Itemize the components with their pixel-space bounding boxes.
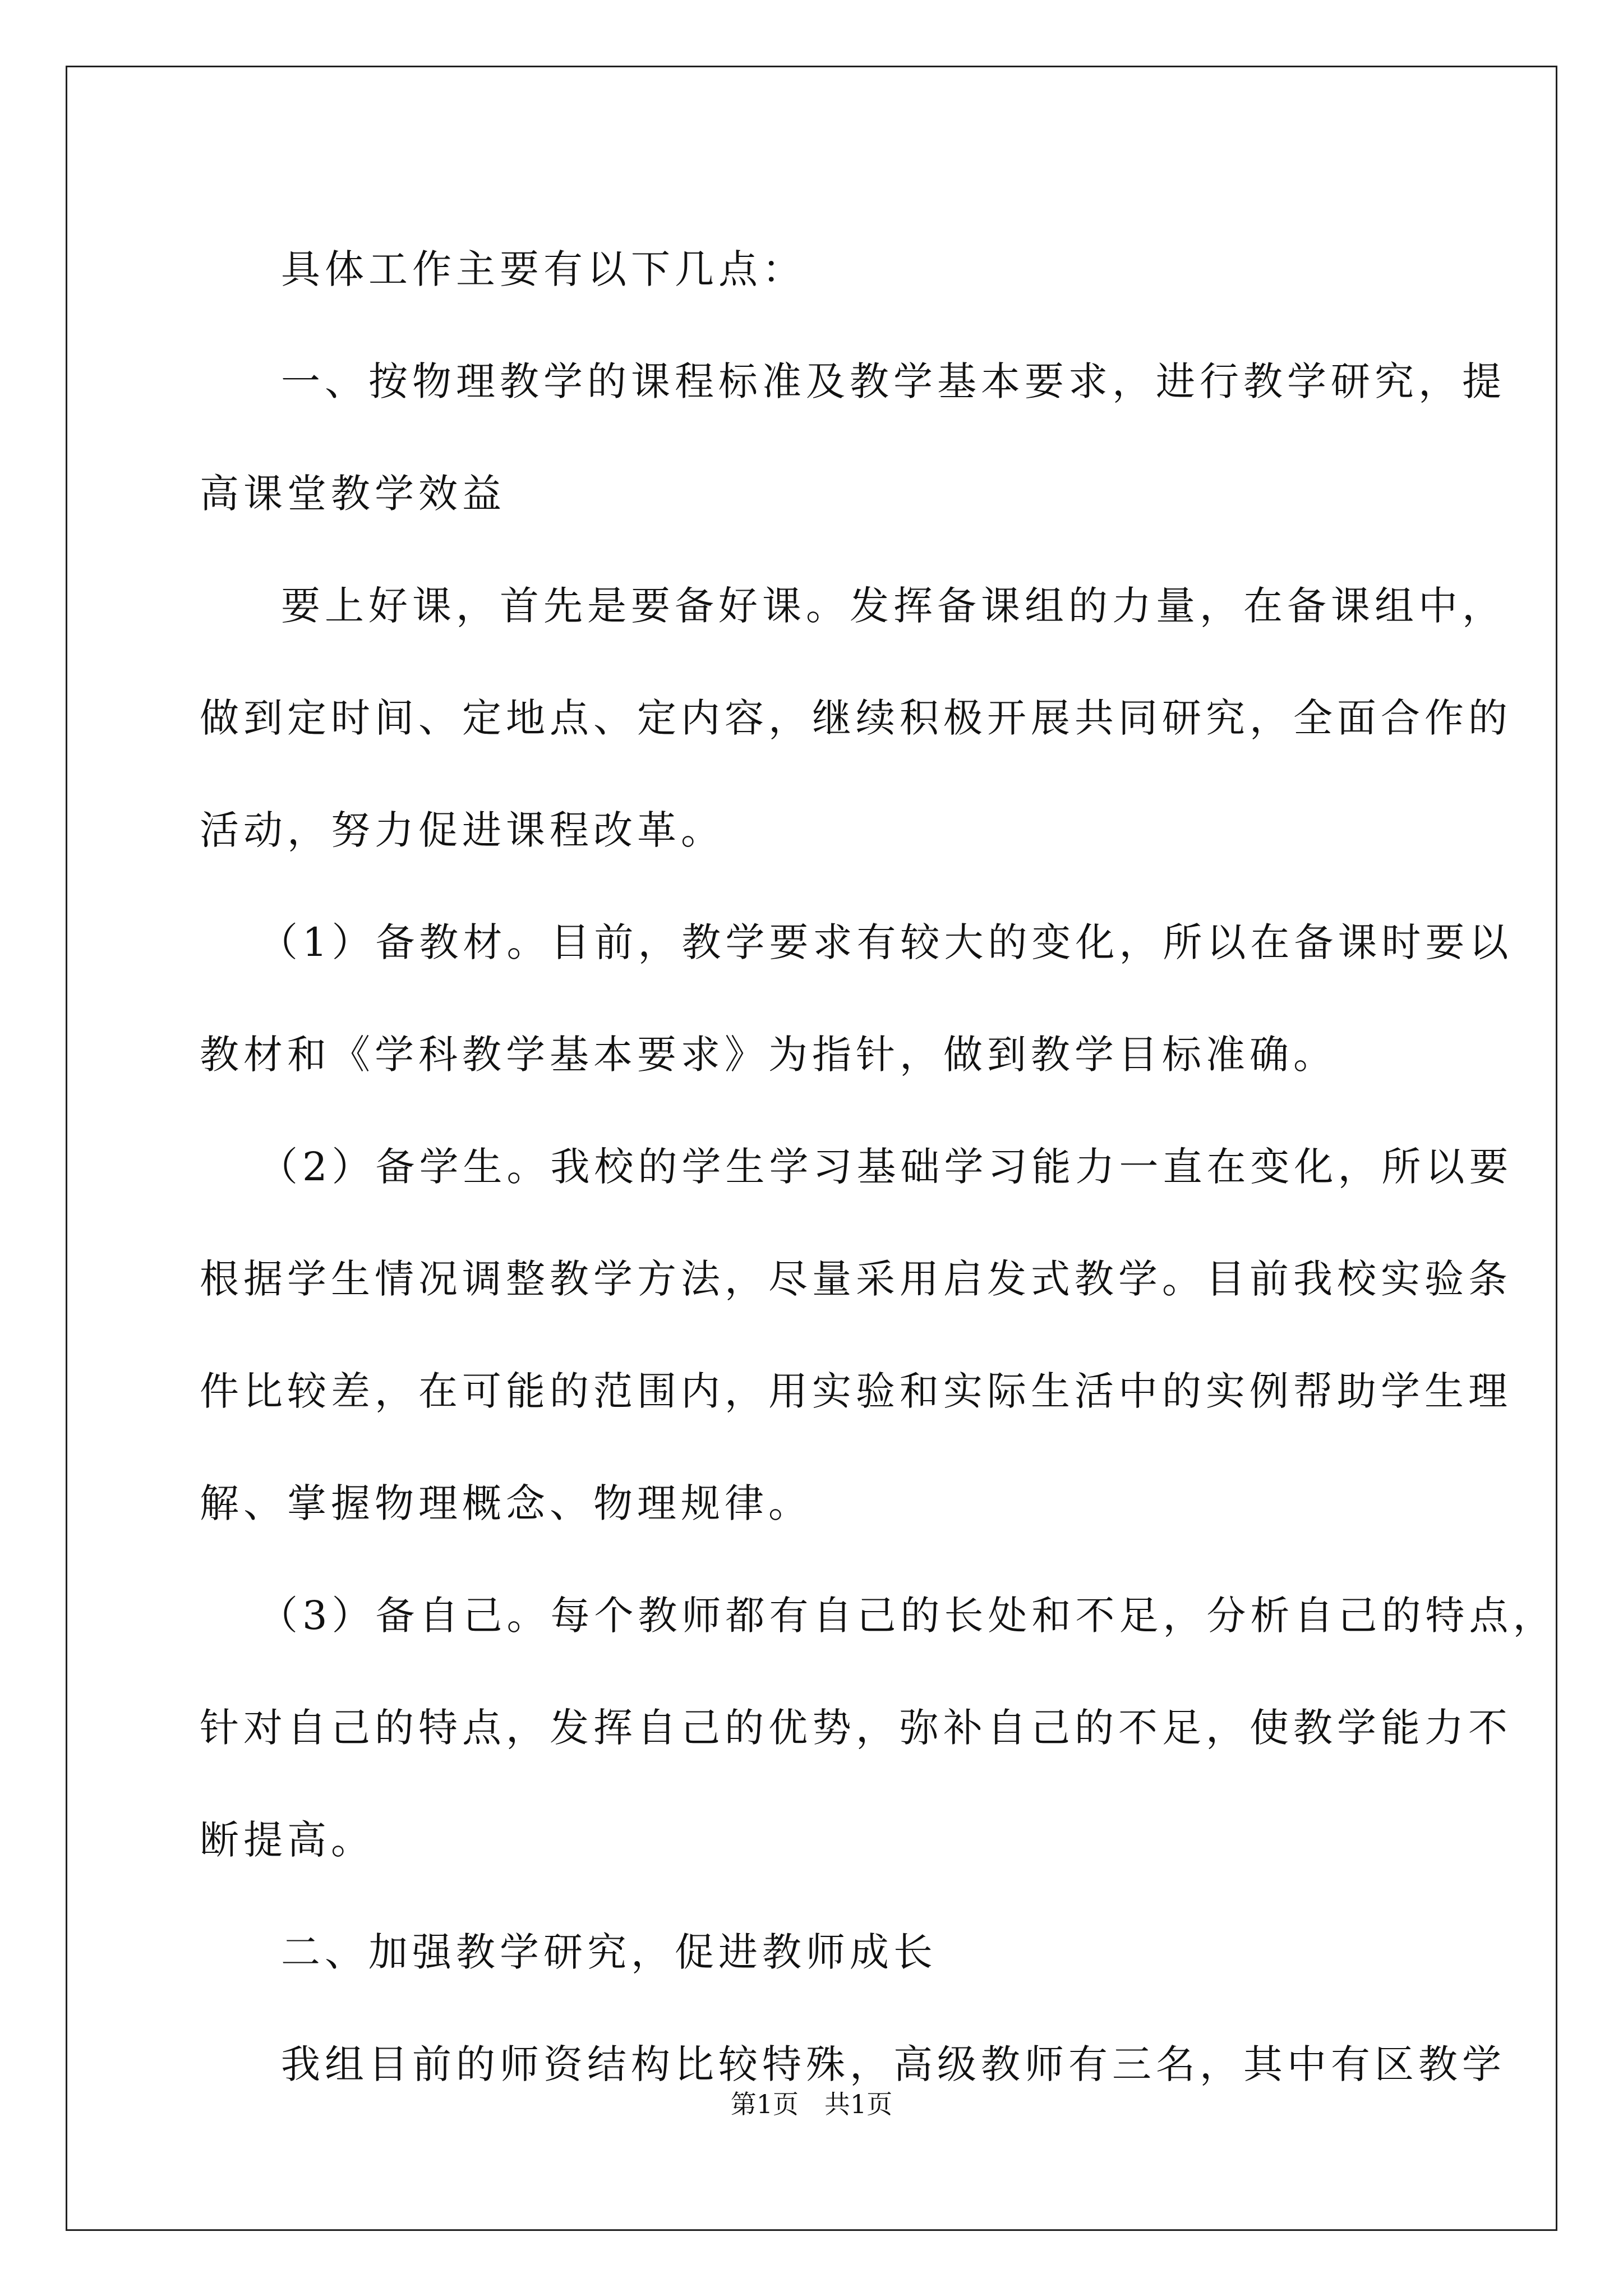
section-heading: 二、加强教学研究，促进教师成长: [281, 1929, 937, 1975]
text-line: 断提高。: [200, 1817, 375, 1863]
text-line: 一、按物理教学的课程标准及教学基本要求，进行教学研究，提: [281, 358, 1506, 404]
text-line: 件比较差，在可能的范围内，用实验和实际生活中的实例帮助学生理: [200, 1368, 1512, 1414]
text-line: 做到定时间、定地点、定内容，继续积极开展共同研究，全面合作的: [200, 695, 1512, 741]
text-line: 高课堂教学效益: [200, 471, 506, 517]
text-line: 要上好课，首先是要备好课。发挥备课组的力量，在备课组中，: [281, 583, 1506, 629]
page-number: 第1页 共1页: [730, 2089, 893, 2119]
text-line: 教材和《学科教学基本要求》为指针，做到教学目标准确。: [200, 1032, 1337, 1078]
text-line: 活动，努力促进课程改革。: [200, 807, 725, 853]
text-line: 我组目前的师资结构比较特殊，高级教师有三名，其中有区教学: [281, 2041, 1506, 2087]
text-line: 解、掌握物理概念、物理规律。: [200, 1480, 812, 1526]
text-line: （3）备自己。每个教师都有自己的长处和不足，分析自己的特点，: [259, 1593, 1557, 1639]
text-line: （1）备教材。目前，教学要求有较大的变化，所以在备课时要以: [259, 919, 1513, 965]
text-line: 针对自己的特点，发挥自己的优势，弥补自己的不足，使教学能力不: [200, 1705, 1512, 1751]
document-body: [200, 213, 1557, 2120]
text-line: （2）备学生。我校的学生学习基础学习能力一直在变化，所以要: [259, 1144, 1513, 1190]
text-line: 具体工作主要有以下几点：: [281, 246, 806, 292]
text-line: 根据学生情况调整教学方法，尽量采用启发式教学。目前我校实验条: [200, 1256, 1512, 1302]
